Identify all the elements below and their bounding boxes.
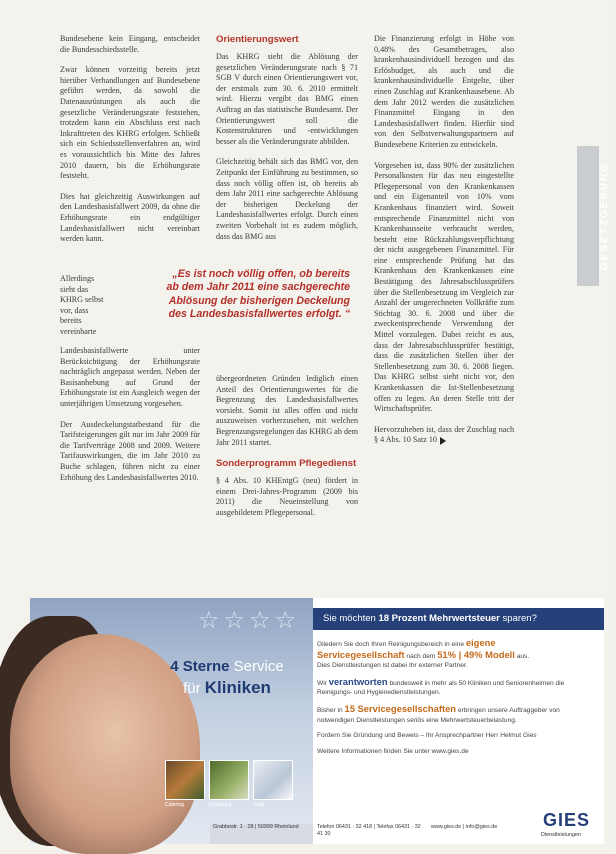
- gies-logo: GIES: [543, 810, 591, 830]
- ad-title-text: Kliniken: [204, 678, 271, 697]
- ad-text: Wir: [317, 679, 327, 687]
- ad-title-line-2: [142, 678, 312, 698]
- catering-thumbnail: [165, 760, 205, 800]
- paragraph: Die Finanzierung erfolgt in Höhe von 0,48% des Gesamtbetrages, also krankenhausindividuell bezogen und das Erlösbudget, als auch und die krankenhausindividuelle Entgelte, über einen Zuschlag auf Krankenhausebene. Ab dem Jahr 2012 werden die zusätzlichen Finanzmittel Eingang in den Landesbasisfallwert finden. Hierfür sind von den Selbstverwaltungspartnern auf Bundesebene Kriterien zu entwickeln.: [374, 34, 514, 149]
- article-column-1-narrow: [60, 274, 104, 348]
- ad-web: www.gies.de | info@gies.de: [431, 824, 498, 830]
- ad-body: [317, 638, 597, 762]
- ad-text: aus.: [516, 652, 530, 660]
- paragraph-text: Hervorzuheben ist, dass der Zuschlag nach § 4 Abs. 10 Satz 10: [374, 424, 514, 445]
- ad-address: Grabbestr. 1 · 28 | 50999 Rheinland: [213, 824, 299, 830]
- thumbnail-caption: Textil: [253, 802, 265, 808]
- pull-quote-line: „Es ist noch völlig offen, ob bereits: [172, 268, 350, 280]
- ad-paragraph: [317, 704, 597, 725]
- ad-text: bundesweit in mehr als 50 Kliniken und Seniorenheimen die Reinigungs- und Hygienedienstleistungen.: [317, 679, 565, 697]
- ad-text: erbringen unsere Auftraggeber von notwendigen Dienstleistungen seriös eine Mehrwertsteuerbelastung.: [317, 706, 560, 724]
- section-heading: Orientierungswert: [216, 34, 299, 45]
- pull-quote-line: des Landesbasisfallwertes erfolgt. “: [168, 308, 350, 321]
- paragraph: [374, 425, 514, 446]
- article-column-1: [60, 34, 200, 255]
- paragraph: § 4 Abs. 10 KHEntgG (neu) fördert in einem Drei-Jahres-Programm (2009 bis 2011) die Neueinstellung von ausgebildetem Pflegepersonal.: [216, 476, 358, 517]
- ad-text: Bisher in: [317, 706, 343, 714]
- continue-arrow-icon: [440, 437, 446, 445]
- textile-thumbnail: [253, 760, 293, 800]
- thumbnail-caption: Catering: [165, 802, 184, 808]
- paragraph: Das KHRG sieht die Ablösung der gesetzlichen Veränderungsrate nach § 71 SGB V durch einen Orientierungswert vor, der erstmals zum 30. 6. 2010 ermittelt wird. Hierzu vergibt das BMG einen Auftrag an das statistische Bundesamt. Der Orientierungswert soll die Kostenstrukturen und -entwicklungen besser als die Veränderungsrate abbilden.: [216, 52, 358, 146]
- ad-paragraph: [317, 677, 597, 698]
- section-tab-label: GESETZGEBUNG: [599, 162, 610, 270]
- ad-banner-text: sparen?: [502, 613, 537, 624]
- paragraph: Landesbasisfallwerte unter Berücksichtigung der Erhöhungsrate nachträglich angepasst werden. Neben der Basisanhebung auf Grund der Erhöhungsrate ist ein Ausgleich wegen der unterjährigen Umsetzung vorgesehen.: [60, 346, 200, 408]
- cleaning-thumbnail: [209, 760, 249, 800]
- paragraph: Bundesebene kein Eingang, entscheidet die Bundesschiedsstelle.: [60, 34, 200, 54]
- paragraph: Gleichzeitig behält sich das BMG vor, den Zeitpunkt der Einführung zu bestimmen, so dass noch völlig offen ist, ob bereits ab dem Jahr 2011 eine sachgerechte Ablösung der bisherigen Deckelung der Landesbasisfallwertes erfolgt. Durch einen zweiten Vorbehalt ist es zudem möglich, dass das BMG aus: [216, 157, 358, 241]
- section-tab: [577, 146, 610, 286]
- thumbnail-captions: [165, 802, 293, 808]
- ad-highlight: verantworten: [328, 675, 388, 687]
- thumbnail-caption: Reinigung: [209, 802, 232, 808]
- ad-highlight: 15 Servicegesellschaften: [344, 702, 457, 714]
- ad-paragraph: Fordern Sie Gründung und Beweis – Ihr Ansprechpartner Herr Helmut Gies: [317, 732, 537, 740]
- ad-highlight: eigene: [465, 637, 496, 648]
- ad-thumbnails: [165, 760, 293, 800]
- paragraph: Vorgesehen ist, dass 90% der zusätzlichen Personalkosten für das neu eingestellte Pflegepersonal von den Krankenkassen und ein Eigenanteil von 10% vom Krankenhaus finanziert wird. Soweit entsprechende Finanzmittel nicht von Krankenhausseite verbraucht werden, besteht eine Rückzahlungsverpflichtung der nicht ausgegebenen Finanzmittel. Für eine entsprechende Prüfung hat das Krankenhaus den Krankenkassen eine Bestätigung des Jahresabschlussprüfers über die Stellenbesetzung im Vergleich zur Anzahl der umgerechneten Vollkräfte zum Stichtag 30. 6. 2008 und über die zweckentsprechende Verwendung der Mittel vorzulegen. Dabei reicht es aus, dass der Jahresabschlussprüfer bestätigt, dass die zusätzlichen Stellen über der Stellenbesetzung zum 30. 6. 2008 liegen. Das KHRG selbst sieht nicht vor, den Krankenkassen die Ist-Stellenbesetzung offen zu legen. An deren Stelle tritt der Wirtschaftsprüfer.: [374, 160, 514, 414]
- article-column-1-lower: [60, 346, 200, 493]
- pull-quote-line: ab dem Jahr 2011 eine sachgerechte: [166, 281, 350, 294]
- ad-paragraph: Weitere Informationen finden Sie unter www.gies.de: [317, 747, 469, 755]
- paragraph: Allerdings sieht das KHRG selbst vor, dass bereits vereinbarte: [60, 274, 104, 336]
- ad-paragraph: [317, 638, 597, 671]
- ad-image-panel: [30, 598, 313, 844]
- article-column-2-lower: [216, 374, 358, 529]
- gies-logo-subtitle: Dienstleistungen: [541, 832, 581, 838]
- article-column-3: [374, 34, 514, 456]
- ad-title-text: für: [183, 680, 201, 697]
- ad-text: Gliedern Sie doch Ihren Reinigungsbereich in eine: [317, 641, 464, 648]
- ad-title-text: Service: [233, 658, 284, 675]
- pull-quote: [140, 268, 350, 322]
- ad-highlight: Servicegesellschaft: [317, 648, 405, 660]
- star-rating-icon: ☆☆☆☆: [198, 606, 301, 634]
- paragraph: Zwar können vorzeitig bereits jetzt hierüber Verhandlungen auf Bundesebene geführt werden, da sowohl die Datenausrüstungen als auch die gesetzliche Veränderungsrate feststehen, trotzdem kann ein Abschluss erst nach Inkrafttreten des KHRG erfolgen. Schließt sich ein Schiedsstellenverfahren an, wird es voraussichtlich bis Mitte des Jahres 2010 dauern, bis die Erhöhungsrate feststeht.: [60, 65, 200, 181]
- ad-banner: [313, 608, 604, 630]
- ad-phone: Telefon 06431 · 32 418 | Telefax 06431 · 32 41 30: [317, 824, 421, 837]
- ad-banner-text: Sie möchten: [323, 613, 376, 624]
- paragraph: Der Ausdeckelungstatbestand für die Tarifsteigerungen gilt nur im Jahr 2009 für die Tarifverträge 2008 und 2009. Weitere Tarifauswirkungen, die im Jahr 2010 zu Buche schlagen, führen nicht zu einer Erhöhung des Landesbasisfallwertes 2010.: [60, 419, 200, 482]
- ad-text: nach dem: [406, 652, 436, 660]
- article-column-2: [216, 34, 358, 252]
- pull-quote-line: Ablösung der bisherigen Deckelung: [168, 294, 350, 307]
- ad-title-text: 4 Sterne: [170, 658, 230, 675]
- paragraph: Dies hat gleichzeitig Auswirkungen auf den Landesbasisfallwert 2009, da ohne die Erhöhungsrate ein endgültiger Landesbasisfallwert nicht vereinbart werden kann.: [60, 191, 200, 244]
- ad-banner-highlight: 18 Prozent Mehrwertsteuer: [378, 613, 500, 624]
- ad-highlight: 51% | 49% Modell: [437, 648, 515, 660]
- section-heading: Sonderprogramm Pflegedienst: [216, 458, 357, 470]
- advertisement: [30, 598, 604, 844]
- ad-text: Dies Dienstleistungen ist dabei Ihr externer Partner.: [317, 662, 468, 670]
- paragraph: übergeordneten Gründen lediglich einen Anteil des Orientierungswertes für die Begrenzung des Landesbasisfallwertes vorsieht. Somit ist alles offen und nicht auszuweisen vorherzusehen, mit welchen Begrenzungsregelungen das KHRG ab dem Jahr 2011 startet.: [216, 374, 358, 447]
- ad-title-line-1: [142, 658, 312, 675]
